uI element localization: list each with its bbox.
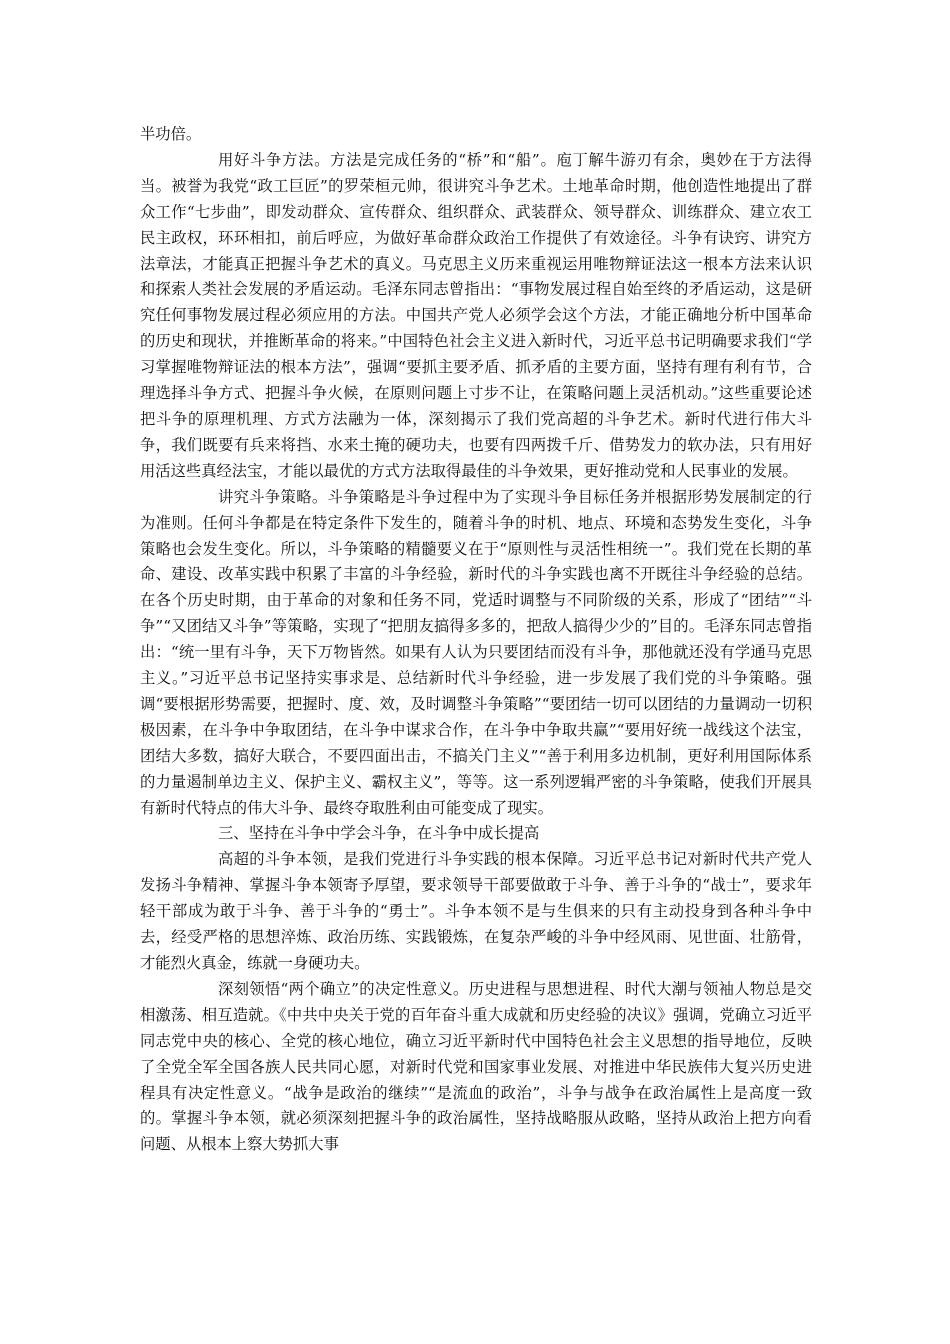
paragraph-fighting-strategy: 讲究斗争策略。斗争策略是斗争过程中为了实现斗争目标任务并根据形势发展制定的行为准则。任何斗争都是在特定条件下发生的，随着斗争的时机、地点、环境和态势发生变化，斗争策略也会发生变化。所以，斗争策略的精髓要义在于“原则性与灵活性相统一”。我们党在长期的革命、建设、改革实践中积累了丰富的斗争经验，新时代的斗争实践也离不开既往斗争经验的总结。在各个历史时期，由于革命的对象和任务不同，党适时调整与不同阶级的关系，形成了“团结”“斗争”“又团结又斗争”等策略，实现了“把朋友搞得多多的，把敌人搞得少少的”目的。毛泽东同志曾指出：“统一里有斗争，天下万物皆然。如果有人认为只要团结而没有斗争，那他就还没有学通马克思主义。”习近平总书记坚持实事求是、总结新时代斗争经验，进一步发展了我们党的斗争策略。强调“要根据形势需要，把握时、度、效，及时调整斗争策略”“要团结一切可以团结的力量调动一切积极因素，在斗争中争取团结，在斗争中谋求合作，在斗争中争取共赢”“要用好统一战线这个法宝，团结大多数，搞好大联合，不要四面出击，不搞关门主义”“善于利用多边机制，更好利用国际体系的力量遏制单边主义、保护主义、霸权主义”，等等。这一系列逻辑严密的斗争策略，使我们开展具有新时代特点的伟大斗争、最终夺取胜利由可能变成了现实。	[140, 487, 812, 817]
section-heading: 三、坚持在斗争中学会斗争，在斗争中成长提高	[218, 824, 540, 843]
paragraph-continuation: 半功倍。	[140, 125, 202, 143]
paragraph-two-establishments: 深刻领悟“两个确立”的决定性意义。历史进程与思想进程、时代大潮与领袖人物总是交相激荡、相互造就。《中共中央关于党的百年奋斗重大成就和历史经验的决议》强调，党确立习近平同志党中央的核心、全党的核心地位，确立习近平新时代中国特色社会主义思想的指导地位，反映了全党全军全国各族人民共同心愿，对新时代党和国家事业发展、对推进中华民族伟大复兴历史进程具有决定性意义。“战争是政治的继续”“是流血的政治”，斗争与战争在政治属性上是高度一致的。掌握斗争本领，就必须深刻把握斗争的政治属性，坚持战略服从政略，坚持从政治上把方向看问题、从根本上察大势抓大事	[140, 979, 812, 1154]
paragraph-fighting-skills: 高超的斗争本领，是我们党进行斗争实践的根本保障。习近平总书记对新时代共产党人发扬斗争精神、掌握斗争本领寄予厚望，要求领导干部要做敢于斗争、善于斗争的“战士”，要求年轻干部成为敢于斗争、善于斗争的“勇士”。斗争本领不是与生俱来的只有主动投身到各种斗争中去，经受严格的思想淬炼、政治历练、实践锻炼，在复杂严峻的斗争中经风雨、见世面、壮筋骨，才能烈火真金，练就一身硬功夫。	[140, 850, 812, 972]
document-body	[140, 122, 812, 1158]
paragraph-fighting-methods: 用好斗争方法。方法是完成任务的“桥”和“船”。庖丁解牛游刃有余，奥妙在于方法得当。被誉为我党“政工巨匠”的罗荣桓元帅，很讲究斗争艺术。土地革命时期，他创造性地提出了群众工作“七步曲”，即发动群众、宣传群众、组织群众、武装群众、领导群众、训练群众、建立农工民主政权，环环相扣，前后呼应，为做好革命群众政治工作提供了有效途径。斗争有诀窍、讲究方法章法，才能真正把握斗争艺术的真义。马克思主义历来重视运用唯物辩证法这一根本方法来认识和探索人类社会发展的矛盾运动。毛泽东同志曾指出：“事物发展过程自始至终的矛盾运动，这是研究任何事物发展过程必须应用的方法。中国共产党人必须学会这个方法，才能正确地分析中国革命的历史和现状，并推断革命的将来。”中国特色社会主义进入新时代，习近平总书记明确要求我们“学习掌握唯物辩证法的根本方法”，强调“要抓主要矛盾、抓矛盾的主要方面，坚持有理有利有节，合理选择斗争方式、把握斗争火候，在原则问题上寸步不让，在策略问题上灵活机动。”这些重要论述把斗争的原理机理、方式方法融为一体，深刻揭示了我们党高超的斗争艺术。新时代进行伟大斗争，我们既要有兵来将挡、水来土掩的硬功夫，也要有四两拨千斤、借势发力的软办法，只有用好用活这些真经法宝，才能以最优的方式方法取得最佳的斗争效果，更好推动党和人民事业的发展。	[140, 150, 812, 480]
